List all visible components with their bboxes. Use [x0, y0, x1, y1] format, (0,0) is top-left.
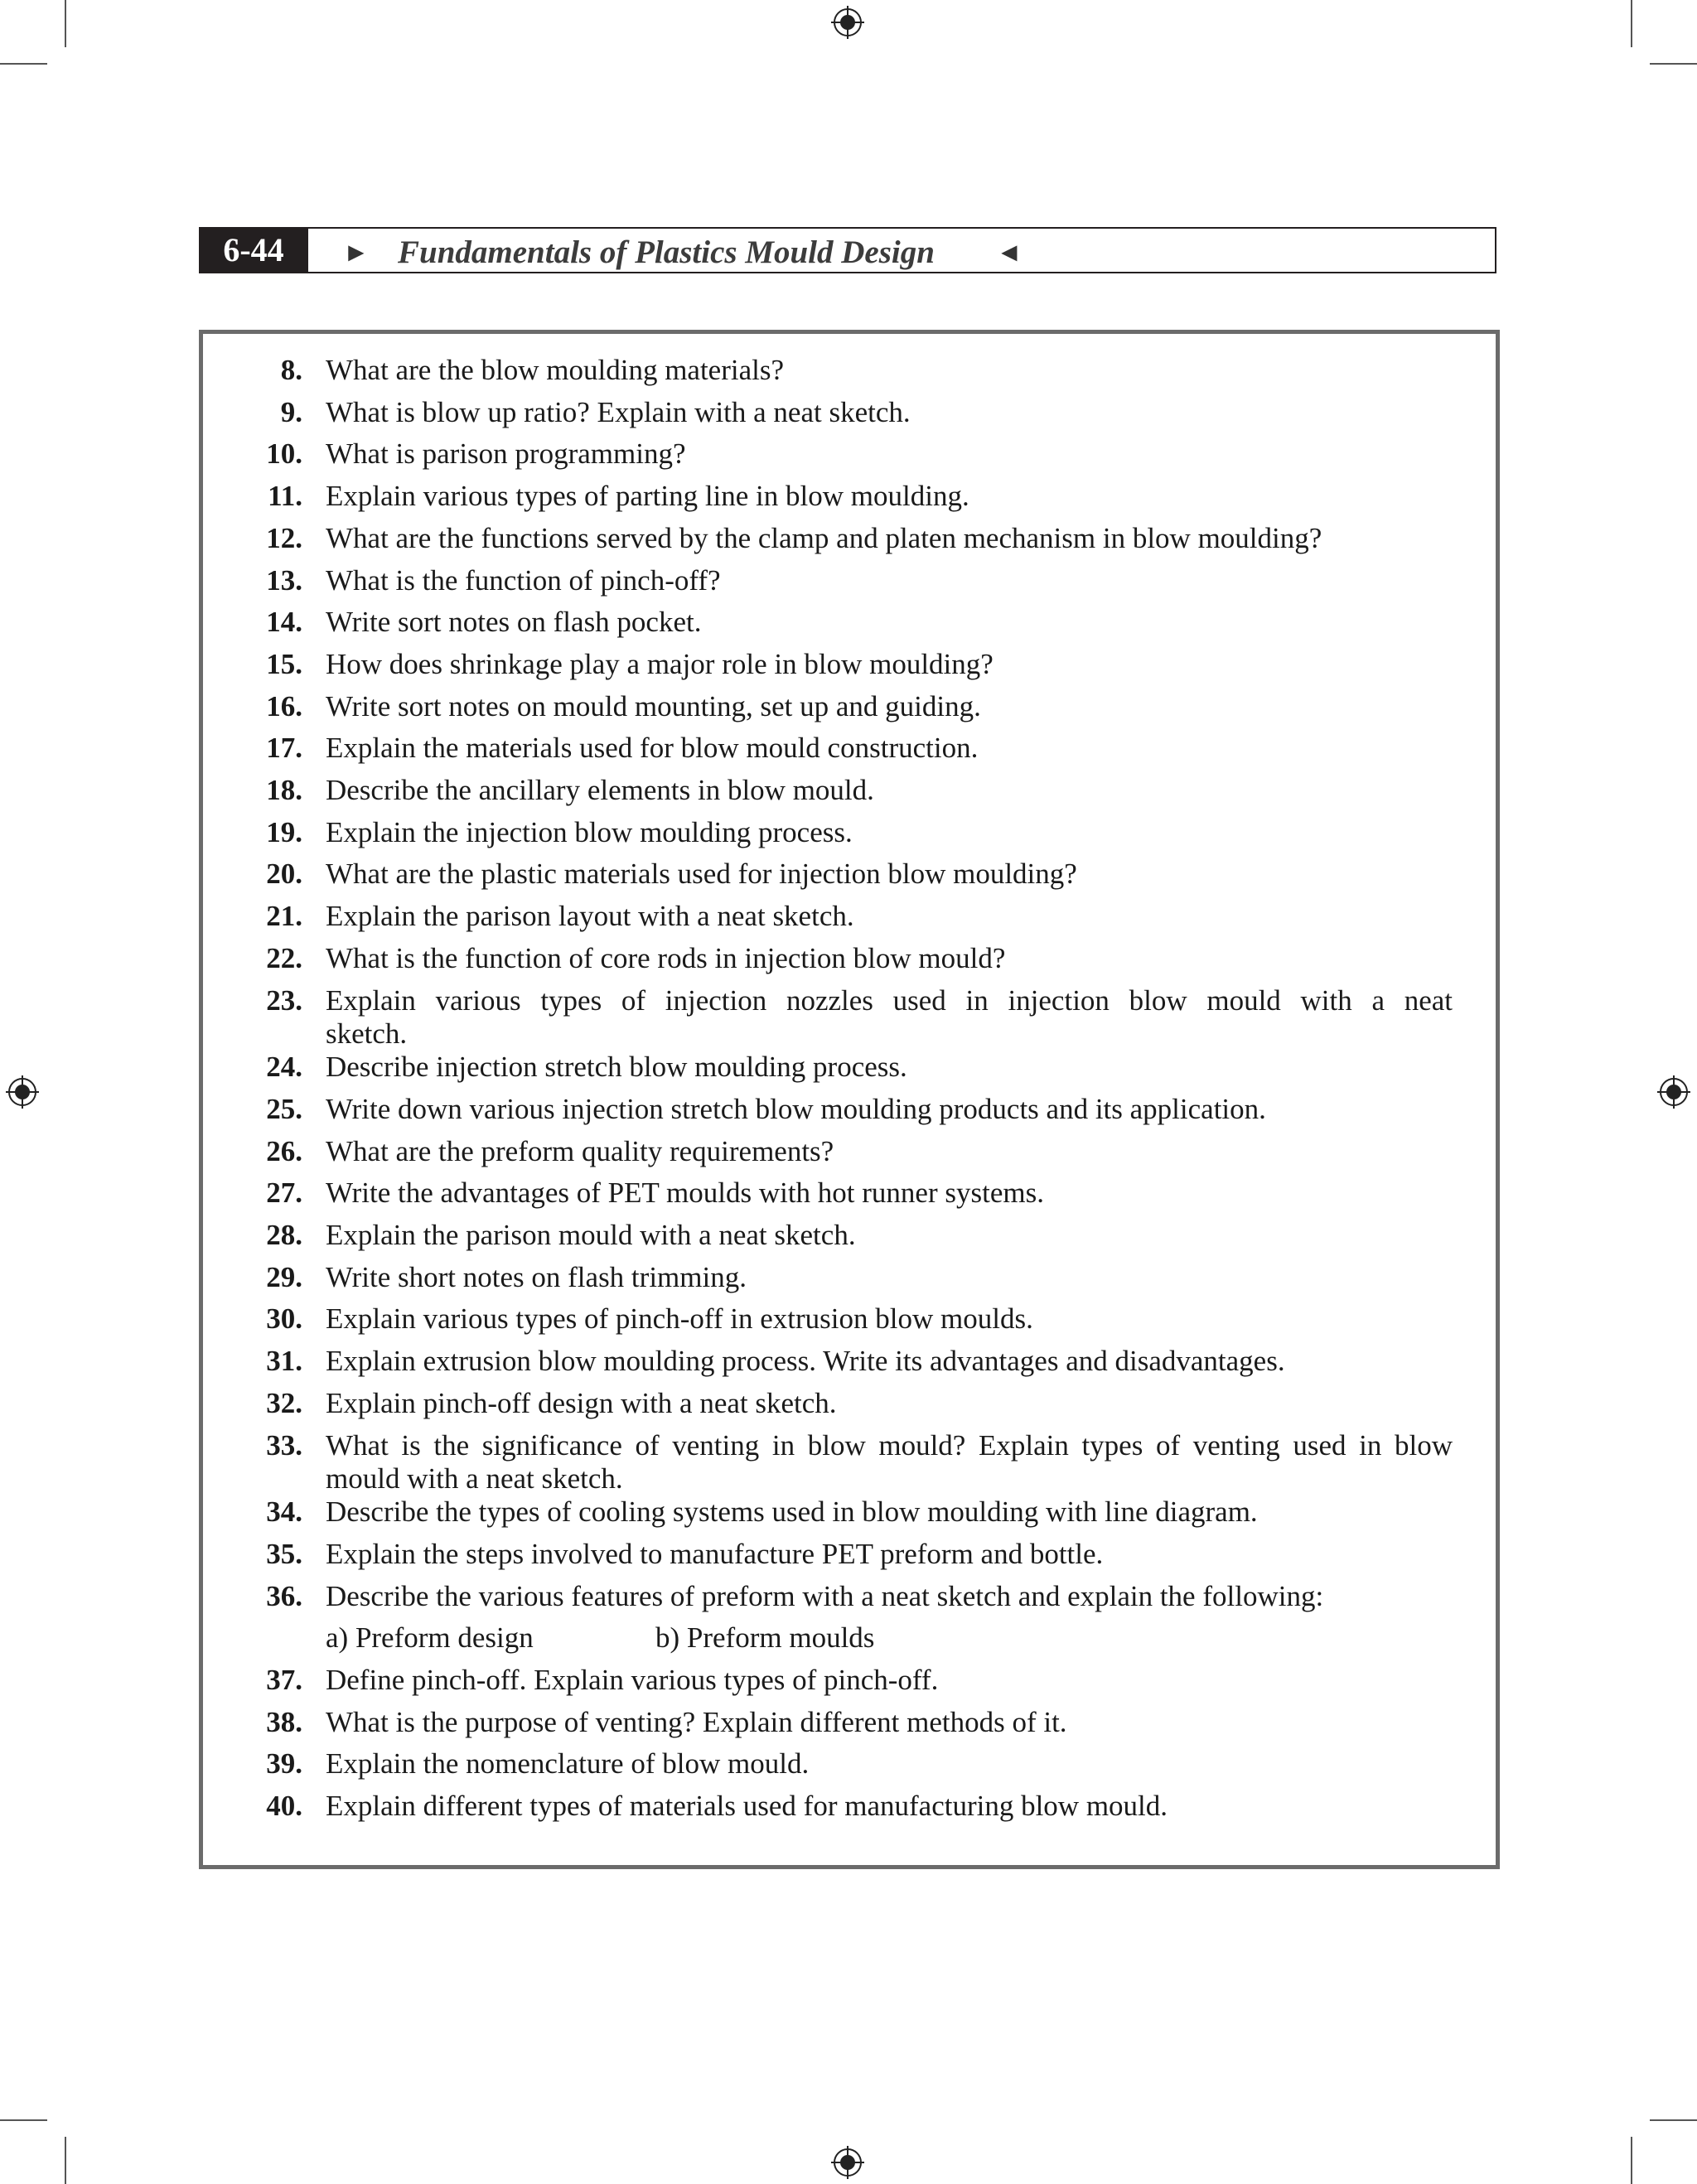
question-text: Describe injection stretch blow moulding process. — [326, 1051, 907, 1084]
crop-mark — [1650, 2119, 1697, 2121]
question-text: How does shrinkage play a major role in blow moulding? — [326, 647, 994, 680]
question-text: Write sort notes on flash pocket. — [326, 606, 702, 639]
question-number: 24. — [266, 1051, 302, 1084]
question-number: 39. — [266, 1747, 302, 1781]
subitem-b: b) Preform moulds — [655, 1621, 875, 1655]
question-number: 37. — [266, 1664, 302, 1696]
question-number: 29. — [266, 1260, 302, 1293]
question-text: Explain pinch-off design with a neat sketch. — [326, 1386, 837, 1419]
registration-mark-icon — [1657, 1075, 1690, 1109]
question-number: 14. — [266, 606, 302, 639]
book-title: Fundamentals of Plastics Mould Design — [398, 234, 935, 270]
crop-mark — [0, 2119, 47, 2121]
running-header — [199, 227, 1498, 273]
question-number: 8. — [280, 354, 302, 386]
question-number: 21. — [266, 900, 302, 933]
question-text: Explain the steps involved to manufacture PET preform and bottle. — [326, 1537, 1104, 1570]
question-number: 25. — [266, 1092, 302, 1125]
question-text-line: sketch. — [326, 1017, 408, 1050]
arrow-right-icon: ► — [343, 237, 370, 267]
question-text: Explain the materials used for blow mould construction. — [326, 732, 979, 765]
question-number: 20. — [266, 858, 302, 891]
question-text: Explain the parison mould with a neat sketch. — [326, 1219, 856, 1251]
question-text: What is the function of pinch-off? — [326, 563, 721, 597]
question-text — [326, 1429, 1453, 1495]
question-number: 33. — [266, 1428, 302, 1462]
question-text: What is the function of core rods in injection blow mould? — [326, 941, 1006, 974]
question-text: Explain different types of materials used for manufacturing blow mould. — [326, 1790, 1168, 1823]
question-number: 23. — [266, 983, 302, 1017]
question-text: Explain extrusion blow moulding process. Write its advantages and disadvantages. — [326, 1345, 1285, 1378]
question-text: What are the blow moulding materials? — [326, 354, 785, 386]
question-text-line: Explain various types of injection nozzles used in injection blow mould with a neat — [326, 983, 1453, 1017]
question-number: 38. — [266, 1705, 302, 1738]
questions-box — [199, 330, 1500, 1869]
question-number: 34. — [266, 1495, 302, 1529]
question-number: 35. — [266, 1537, 302, 1570]
crop-mark — [1631, 0, 1632, 47]
question-text-line: What is the significance of venting in blow mould? Explain types of venting used in blow — [326, 1428, 1453, 1462]
header-title-box — [308, 227, 1496, 273]
question-text: Explain the nomenclature of blow mould. — [326, 1747, 810, 1781]
question-text: Explain various types of pinch-off in extrusion blow moulds. — [326, 1302, 1033, 1336]
question-number: 27. — [266, 1177, 302, 1210]
question-number: 32. — [266, 1386, 302, 1419]
question-text-line: mould with a neat sketch. — [326, 1462, 623, 1495]
question-text: Write the advantages of PET moulds with hot runner systems. — [326, 1177, 1044, 1210]
question-number: 40. — [266, 1790, 302, 1823]
registration-mark-icon — [831, 2146, 864, 2179]
question-text: Describe the types of cooling systems used in blow moulding with line diagram. — [326, 1495, 1258, 1529]
crop-mark — [65, 2137, 66, 2184]
page-number: 6-44 — [199, 227, 308, 273]
question-number: 16. — [266, 689, 302, 722]
question-text: Define pinch-off. Explain various types of pinch-off. — [326, 1664, 939, 1696]
registration-mark-icon — [6, 1075, 39, 1109]
question-number: 30. — [266, 1302, 302, 1336]
question-text: Explain the injection blow moulding process. — [326, 815, 853, 848]
question-text: What is parison programming? — [326, 437, 686, 471]
question-number: 11. — [268, 480, 302, 513]
subitem-a: a) Preform design — [326, 1621, 534, 1655]
crop-mark — [1650, 63, 1697, 65]
question-number: 19. — [266, 815, 302, 848]
question-text: Explain the parison layout with a neat sketch. — [326, 900, 854, 933]
question-text: Write down various injection stretch blow moulding products and its application. — [326, 1092, 1266, 1125]
question-text: Write short notes on flash trimming. — [326, 1260, 747, 1293]
question-text: Explain various types of parting line in blow moulding. — [326, 480, 969, 513]
question-number: 17. — [266, 732, 302, 765]
question-text: Write sort notes on mould mounting, set up and guiding. — [326, 689, 981, 722]
question-text: What are the functions served by the clamp and platen mechanism in blow moulding? — [326, 521, 1322, 554]
question-number: 9. — [280, 395, 302, 428]
question-text: What are the preform quality requirements? — [326, 1134, 834, 1167]
question-number: 13. — [266, 563, 302, 597]
arrow-left-icon: ◄ — [996, 237, 1023, 267]
question-text: What is blow up ratio? Explain with a neat sketch. — [326, 395, 911, 428]
question-text — [326, 984, 1453, 1051]
question-text: What is the purpose of venting? Explain different methods of it. — [326, 1705, 1067, 1738]
question-number: 22. — [266, 941, 302, 974]
crop-mark — [65, 0, 66, 47]
question-number: 31. — [266, 1345, 302, 1378]
crop-mark — [0, 63, 47, 65]
question-text: Describe the various features of preform with a neat sketch and explain the following: — [326, 1579, 1324, 1612]
question-number: 28. — [266, 1219, 302, 1251]
question-number: 12. — [266, 521, 302, 554]
question-number: 18. — [266, 774, 302, 806]
question-number: 10. — [266, 437, 302, 471]
question-number: 26. — [266, 1134, 302, 1167]
question-text: What are the plastic materials used for injection blow moulding? — [326, 858, 1077, 891]
question-number: 36. — [266, 1579, 302, 1612]
crop-mark — [1631, 2137, 1632, 2184]
question-number: 15. — [266, 647, 302, 680]
question-list — [203, 334, 1496, 1865]
question-text: Describe the ancillary elements in blow mould. — [326, 774, 874, 806]
registration-mark-icon — [831, 6, 864, 39]
